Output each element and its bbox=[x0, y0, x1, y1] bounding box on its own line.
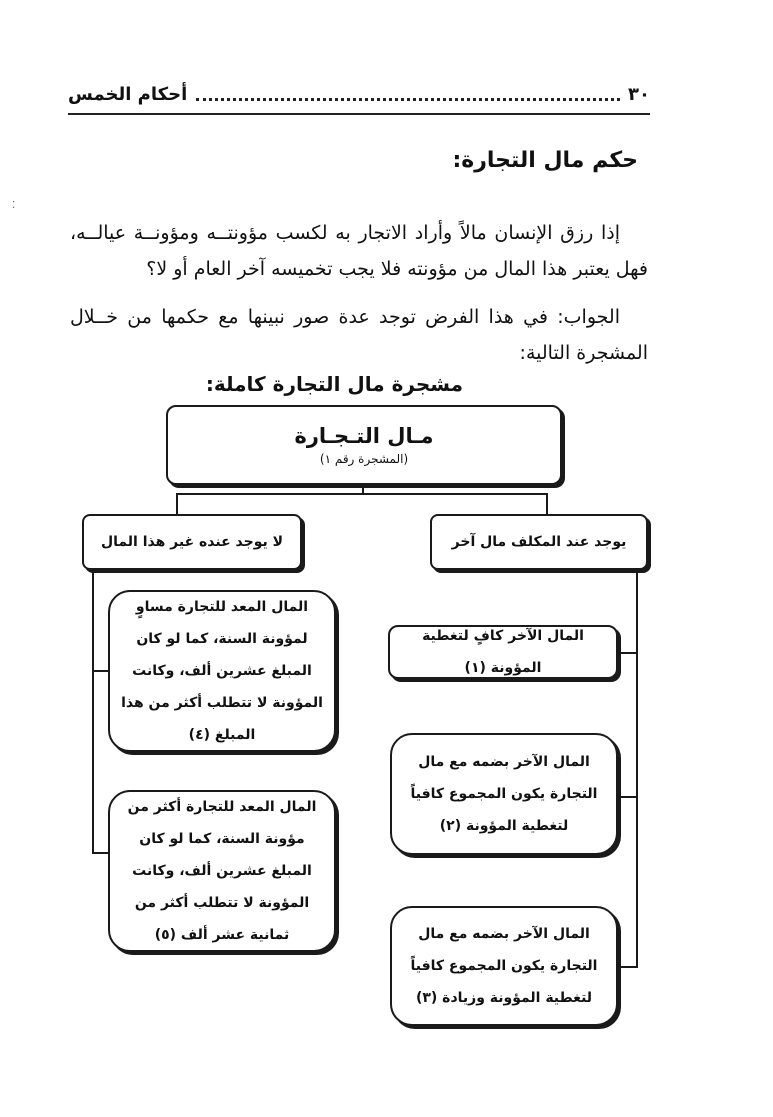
tree-root-label: مـال التـجـارة bbox=[294, 424, 434, 448]
branch-left-label: لا يوجد عنده غير هذا المال bbox=[100, 534, 284, 550]
left-branch-drop-line bbox=[176, 493, 178, 514]
leaf-case-4 bbox=[108, 590, 336, 752]
leaf-case-1 bbox=[388, 625, 618, 679]
leaf-case-5-text: المال المعد للتجارة أكثر من مؤونة السنة، كما لو كان المبلغ عشرين ألف، وكانت المؤونة لا تتطلب أكثر من ثمانية عشر ألف (٥) bbox=[127, 799, 317, 943]
leaf-case-3-text: المال الآخر بضمه مع مال التجارة يكون المجموع كافياً لتغطية المؤونة وزيادة (٣) bbox=[410, 926, 598, 1006]
section-title: حكم مال التجارة: bbox=[452, 148, 638, 173]
paragraph-question: إذا رزق الإنسان مالاً وأراد الاتجار به لكسب مؤونتــه ومؤونــة عيالــه، فهل يعتبر هذا المال من مؤونته فلا يجب تخميسه آخر العام أو لا؟ bbox=[70, 222, 648, 280]
branch-bar-line bbox=[176, 493, 548, 495]
header-dotted-leader bbox=[196, 84, 620, 101]
leaf-case-1-text: المال الآخر كافٍ لتغطية المؤونة (١) bbox=[422, 628, 584, 676]
right-branch-drop-line bbox=[546, 493, 548, 514]
book-title: أحكام الخمس bbox=[68, 84, 188, 105]
right-leaf3-connector bbox=[620, 966, 638, 968]
leaf-case-3 bbox=[390, 906, 618, 1026]
running-header bbox=[68, 82, 650, 112]
tree-caption: مشجرة مال التجارة كاملة: bbox=[205, 372, 463, 396]
left-spine-line bbox=[92, 572, 94, 854]
right-leaf1-connector bbox=[620, 652, 638, 654]
leaf-case-4-text: المال المعد للتجارة مساوٍ لمؤونة السنة، كما لو كان المبلغ عشرين ألف، وكانت المؤونة لا تتطلب أكثر من هذا المبلغ (٤) bbox=[121, 599, 323, 743]
leaf-case-5 bbox=[108, 790, 336, 952]
left-leaf5-connector bbox=[92, 852, 108, 854]
leaf-case-2-text: المال الآخر بضمه مع مال التجارة يكون المجموع كافياً لتغطية المؤونة (٢) bbox=[410, 754, 598, 834]
page-number: ٣٠ bbox=[628, 84, 650, 105]
leaf-case-2 bbox=[390, 733, 618, 855]
paragraph-answer: الجواب: في هذا الفرض توجد عدة صور نبينها مع حكمها من خــلال المشجرة التالية: bbox=[70, 306, 648, 364]
margin-speck-icon: ⁚ bbox=[12, 200, 16, 211]
branch-right-label: يوجد عند المكلف مال آخر bbox=[451, 534, 627, 550]
right-spine-line bbox=[636, 572, 638, 968]
header-rule bbox=[68, 113, 650, 115]
left-leaf4-connector bbox=[92, 670, 108, 672]
branch-no-other-money bbox=[82, 514, 302, 570]
branch-has-other-money bbox=[430, 514, 648, 570]
tree-root-box bbox=[166, 405, 562, 485]
right-leaf2-connector bbox=[620, 796, 638, 798]
tree-root-sublabel: (المشجرة رقم ١) bbox=[319, 452, 409, 466]
